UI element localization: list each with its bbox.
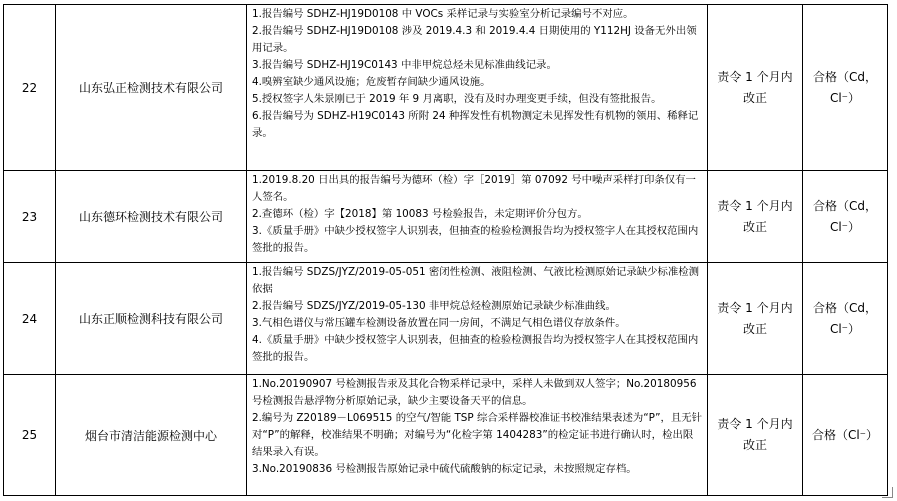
table-row [4, 375, 888, 496]
row-number: 25 [4, 375, 56, 496]
inspection-result: 合格（Cd，Cl⁻） [803, 171, 888, 263]
table-row [4, 171, 888, 263]
issue-item: 3.No.20190836 号检测报告原始记录中硫代硫酸钠的标定记录，未按照规定存档。 [252, 463, 637, 475]
issue-item: 1.报告编号 SDHZ-HJ19D0108 中 VOCs 采样记录与实验室分析记录编号不对应。 [252, 8, 634, 20]
corrective-action: 责令 1 个月内改正 [708, 375, 803, 496]
corrective-action: 责令 1 个月内改正 [708, 5, 803, 171]
issue-item: 1.No.20190907 号检测报告汞及其化合物采样记录中，采样人未做到双人签字；No.20180956 号检测报告悬浮物分析原始记录，缺少主要设备天平的信息。 [252, 378, 697, 407]
issues-cell [247, 375, 708, 496]
issue-item: 2.报告编号 SDHZ-HJ19D0108 涉及 2019.4.3 和 2019.4.4 日期使用的 Y112HJ 设备无外出领用记录。 [252, 25, 697, 54]
corrective-action: 责令 1 个月内改正 [708, 171, 803, 263]
issue-item: 3.《质量手册》中缺少授权签字人识别表，但抽查的检验检测报告均为授权签字人在其授权范围内签批的报告。 [252, 225, 699, 254]
issue-item: 4.《质量手册》中缺少授权签字人识别表，但抽查的检验检测报告均为授权签字人在其授权范围内签批的报告。 [252, 334, 699, 363]
issue-item: 1.报告编号 SDZS/JYZ/2019-05-051 密闭性检测、液阻检测、气液比检测原始记录缺少标准检测依据 [252, 266, 700, 295]
table-body [4, 5, 888, 496]
page-corner-mark [882, 487, 893, 498]
organization-name: 山东正顺检测科技有限公司 [56, 263, 247, 375]
issue-item: 2.编号为 Z20189－L069515 的空气/智能 TSP 综合采样器校准证书校准结果表述为“P”，且无针对“P”的解释，校准结果不明确；对编号为“化检字第 1404283”的检定证书进行确认时，检出限结果录入有误。 [252, 412, 703, 458]
corrective-action: 责令 1 个月内改正 [708, 263, 803, 375]
issue-item: 4.嗅辨室缺少通风设施；危废暂存间缺少通风设施。 [252, 76, 491, 88]
inspection-results-table [3, 4, 888, 496]
issues-cell [247, 5, 708, 171]
row-number: 23 [4, 171, 56, 263]
row-number: 24 [4, 263, 56, 375]
inspection-result: 合格（Cd，Cl⁻） [803, 263, 888, 375]
issue-item: 5.授权签字人朱景刚已于 2019 年 9 月离职，没有及时办理变更手续，但没有签批报告。 [252, 93, 662, 105]
inspection-result: 合格（Cl⁻） [803, 375, 888, 496]
row-number: 22 [4, 5, 56, 171]
organization-name: 烟台市清洁能源检测中心 [56, 375, 247, 496]
table-row [4, 5, 888, 171]
organization-name: 山东德环检测技术有限公司 [56, 171, 247, 263]
inspection-result: 合格（Cd，Cl⁻） [803, 5, 888, 171]
issue-item: 3.报告编号 SDHZ-HJ19C0143 中非甲烷总烃未见标准曲线记录。 [252, 59, 557, 71]
issue-item: 2.报告编号 SDZS/JYZ/2019-05-130 非甲烷总烃检测原始记录缺少标准曲线。 [252, 300, 616, 312]
issue-item: 2.查德环（检）字【2018】第 10083 号检验报告，未定期评价分包方。 [252, 208, 588, 220]
issue-item: 1.2019.8.20 日出具的报告编号为德环（检）字［2019］第 07092 号中噪声采样打印条仅有一人签名。 [252, 174, 696, 203]
issues-cell [247, 263, 708, 375]
issue-item: 6.报告编号为 SDHZ-H19C0143 所附 24 种挥发性有机物测定未见挥发性有机物的领用、稀释记录。 [252, 110, 699, 139]
issues-cell [247, 171, 708, 263]
organization-name: 山东弘正检测技术有限公司 [56, 5, 247, 171]
table-row [4, 263, 888, 375]
issue-item: 3.气相色谱仪与常压罐车检测设备放置在同一房间，不满足气相色谱仪存放条件。 [252, 317, 626, 329]
